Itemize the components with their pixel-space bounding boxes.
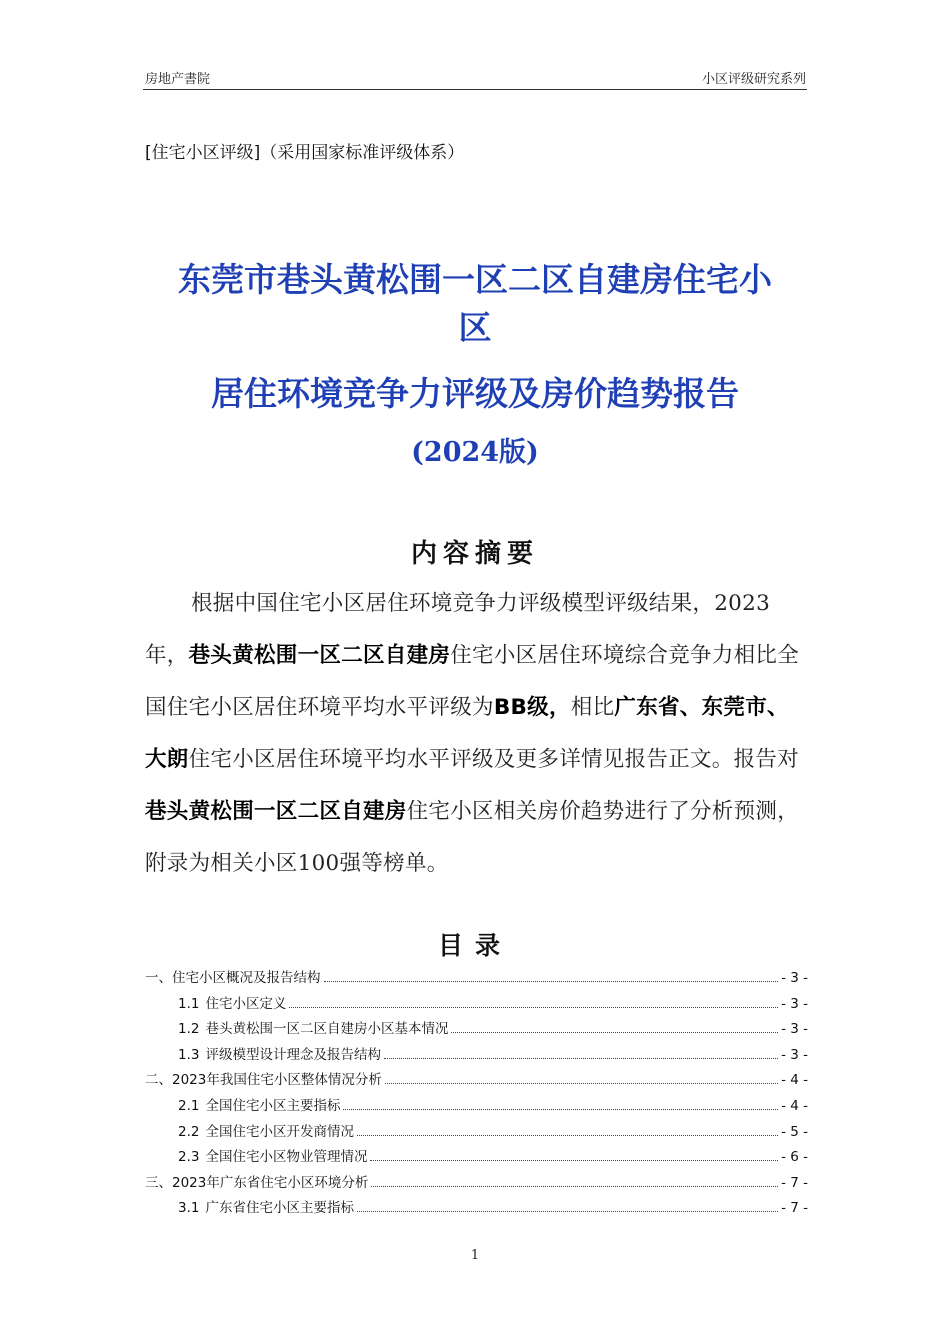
toc-leader (357, 1211, 778, 1212)
toc-entry-number: 2.1 (178, 1097, 200, 1114)
abstract-text-1: 根据中国住宅小区居住环境竞争力评级模型评级结果，2023年， (145, 591, 771, 668)
toc-entry-number: 2.3 (178, 1149, 200, 1166)
toc-page: - 3 - (781, 1021, 808, 1038)
toc-entry-text: 评级模型设计理念及报告结构 (205, 1046, 381, 1063)
toc-page: - 4 - (781, 1072, 808, 1089)
toc-leader (384, 1058, 778, 1059)
toc-leader (343, 1109, 778, 1110)
toc-entry-text: 巷头黄松围一区二区自建房小区基本情况 (205, 1021, 449, 1038)
rating-tag: [住宅小区评级]（采用国家标准评级体系） (145, 143, 465, 163)
toc-leader (371, 1186, 778, 1187)
abstract-paragraph (145, 578, 810, 890)
header-left: 房地产書院 (145, 72, 211, 87)
toc-page: - 6 - (781, 1149, 808, 1166)
toc-entry-text: 一、住宅小区概况及报告结构 (145, 970, 321, 986)
toc-page: - 3 - (781, 970, 808, 986)
toc-entry[interactable] (145, 1094, 808, 1120)
toc-entry[interactable] (145, 1120, 808, 1146)
table-of-contents (145, 966, 808, 1222)
title-edition: (2024版) (411, 437, 539, 468)
toc-entry[interactable] (145, 1068, 808, 1094)
toc-page: - 3 - (781, 1046, 808, 1063)
toc-leader (324, 981, 779, 982)
toc-entry-number: 1.2 (178, 1021, 200, 1038)
abstract-heading: 内容摘要 (410, 539, 539, 569)
title-line-3: 居住环境竞争力评级及房价趋势报告 (211, 374, 739, 413)
header-right: 小区评级研究系列 (701, 72, 806, 87)
toc-entry-number: 1.3 (178, 1046, 200, 1063)
toc-leader (370, 1160, 778, 1161)
toc-page: - 7 - (781, 1174, 808, 1191)
toc-entry[interactable] (145, 1043, 808, 1069)
toc-entry-text: 全国住宅小区物业管理情况 (205, 1149, 368, 1166)
abstract-text-4: 住宅小区居住环境平均水平评级及更多详情见报告正文。报告对 (188, 747, 800, 772)
title-line-1: 东莞市巷头黄松围一区二区自建房住宅小 (178, 260, 772, 299)
toc-page: - 5 - (781, 1123, 808, 1140)
abstract-bold-4: 巷头黄松围一区二区自建房 (145, 799, 407, 824)
abstract-bold-3: 广东省、东莞市、大朗 (145, 695, 789, 772)
toc-entry[interactable] (145, 1196, 808, 1222)
toc-leader (451, 1032, 778, 1033)
toc-entry[interactable] (145, 992, 808, 1018)
page-number: 1 (470, 1248, 480, 1263)
toc-entry[interactable] (145, 966, 808, 992)
toc-entry[interactable] (145, 1171, 808, 1197)
abstract-text-3: 相比 (570, 695, 615, 720)
toc-leader (385, 1083, 778, 1084)
toc-page: - 3 - (781, 995, 808, 1012)
toc-leader (289, 1007, 778, 1008)
abstract-text-5: 住宅小区相关房价趋势进行了分析预测，附录为相关小区100强等榜单。 (145, 799, 800, 876)
abstract-bold-2: BB级， (493, 695, 571, 720)
toc-entry-number: 2.2 (178, 1123, 200, 1140)
toc-page: - 7 - (781, 1200, 808, 1217)
toc-entry-text: 全国住宅小区开发商情况 (205, 1123, 354, 1140)
abstract-text-2: 住宅小区居住环境综合竞争力相比全国住宅小区居住环境平均水平评级为 (145, 643, 800, 720)
toc-entry-text: 二、2023年我国住宅小区整体情况分析 (145, 1072, 382, 1089)
toc-entry-text: 全国住宅小区主要指标 (205, 1097, 341, 1114)
toc-entry[interactable] (145, 1017, 808, 1043)
abstract-bold-1: 巷头黄松围一区二区自建房 (188, 643, 451, 668)
toc-leader (357, 1135, 778, 1136)
toc-entry-number: 1.1 (178, 995, 200, 1012)
toc-heading: 目录 (437, 931, 512, 960)
header-divider (143, 89, 807, 90)
toc-entry-text: 广东省住宅小区主要指标 (205, 1200, 354, 1217)
title-line-2: 区 (458, 308, 492, 347)
toc-entry-text: 住宅小区定义 (205, 995, 287, 1012)
toc-entry-number: 3.1 (178, 1200, 200, 1217)
toc-page: - 4 - (781, 1097, 808, 1114)
toc-entry[interactable] (145, 1145, 808, 1171)
toc-entry-text: 三、2023年广东省住宅小区环境分析 (145, 1174, 369, 1191)
